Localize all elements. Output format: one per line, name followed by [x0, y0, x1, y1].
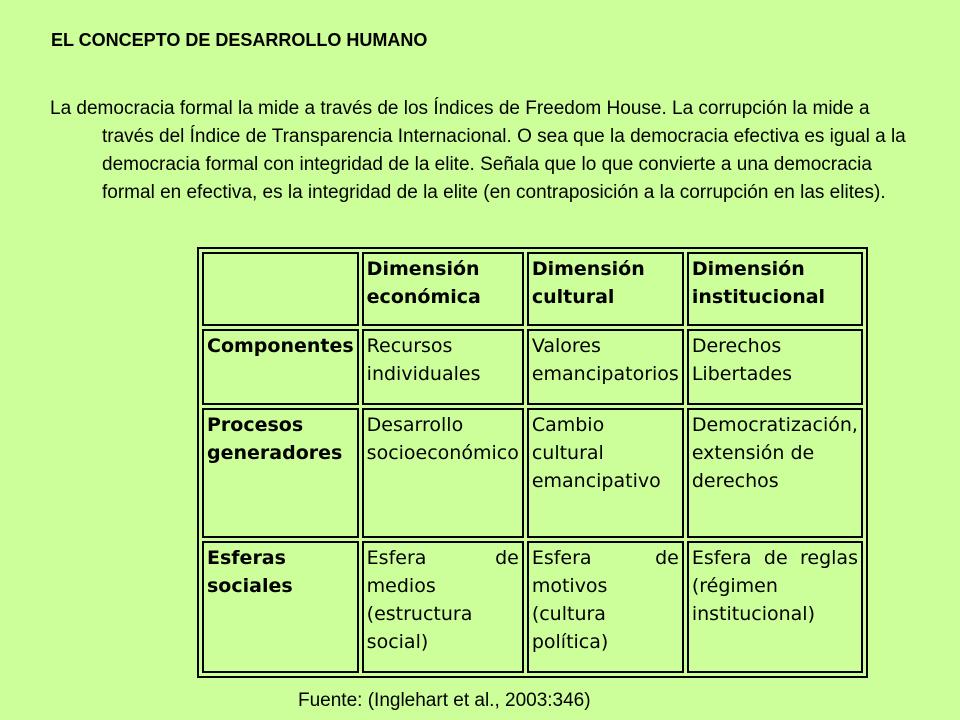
table-row — [202, 541, 863, 673]
development-dimensions-table — [197, 247, 868, 678]
body-paragraph: La democracia formal la mide a través de los Índices de Freedom House. La corrupción la mide a través del Índice de Transparencia Internacional. O sea que la democracia efectiva es igual a la democracia formal con integridad de la elite. Señala que lo que convierte a una democracia formal en efectiva, es la integridad de la elite (en contraposición a la corrupción en las elites). — [50, 98, 906, 203]
table-cell: Derechos Libertades — [687, 329, 863, 405]
table-cell: Cambio cultural emancipativo — [527, 408, 684, 538]
row-label-procesos: Procesos generadores — [202, 408, 359, 538]
table-cell: Esfera de motivos (cultura política) — [527, 541, 684, 673]
table-cell: Valores emancipatorios — [527, 329, 684, 405]
table-corner-cell — [202, 252, 359, 326]
header-institutional-dimension: Dimensión institucional — [687, 252, 863, 326]
table-cell: Desarrollo socioeconómico — [362, 408, 524, 538]
table-cell: Democratización, extensión de derechos — [687, 408, 863, 538]
table-cell: Esfera de reglas (régimen institucional) — [687, 541, 863, 673]
table-row — [202, 329, 863, 405]
slide-title: EL CONCEPTO DE DESARROLLO HUMANO — [51, 30, 428, 50]
table-cell: Esfera de medios (estructura social) — [362, 541, 524, 673]
table-row — [202, 408, 863, 538]
row-label-componentes: Componentes — [202, 329, 359, 405]
table-header-row — [202, 252, 863, 326]
header-economic-dimension: Dimensión económica — [362, 252, 524, 326]
header-cultural-dimension: Dimensión cultural — [527, 252, 684, 326]
source-caption: Fuente: (Inglehart et al., 2003:346) — [298, 690, 591, 711]
row-label-esferas: Esferas sociales — [202, 541, 359, 673]
table-cell: Recursos individuales — [362, 329, 524, 405]
